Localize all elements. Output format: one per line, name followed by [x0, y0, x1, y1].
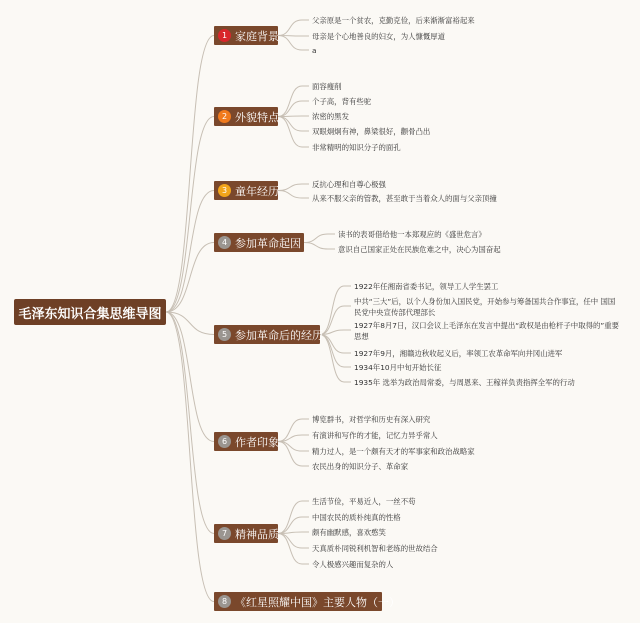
branch-label: 作者印象 — [235, 435, 279, 449]
connector — [278, 184, 309, 191]
number-icon: 5 — [218, 328, 231, 341]
leaf-item: 浓密的黑发 — [312, 111, 349, 121]
connector — [278, 101, 309, 117]
leaf-item: 1922年任湘南省委书记，领导工人学生罢工 — [354, 281, 499, 291]
number-icon: 4 — [218, 236, 231, 249]
leaf-item: 母亲是个心地善良的妇女，为人慷慨厚道 — [312, 31, 446, 41]
leaf-item: 中共“三大”后，以个人身份加入国民党，开始参与筹备国共合作事宜，任中 国国民党中央宣传部代理部长 — [354, 296, 616, 317]
leaf-item: 中国农民的质朴纯真的性格 — [312, 512, 401, 522]
number-icon: 3 — [218, 184, 231, 197]
connector — [320, 335, 351, 368]
branch-label: 《红星照耀中国》主要人物（一） — [235, 595, 400, 609]
branch-5[interactable] — [214, 325, 323, 344]
leaf-item: 意识自己国家正处在民族危难之中，决心为国奋起 — [338, 244, 501, 254]
leaf-item: 面容瘦削 — [312, 81, 342, 91]
leaf-item: 1935年 选举为政治局常委，与周恩来、王稼祥负责指挥全军的行动 — [354, 377, 575, 387]
leaf-item: 令人极感兴趣而复杂的人 — [312, 559, 394, 569]
branch-1[interactable] — [214, 26, 278, 45]
connector — [278, 534, 309, 549]
leaf-item: 非常精明的知识分子的面孔 — [312, 142, 401, 152]
number-icon: 2 — [218, 110, 231, 123]
leaf-item: 从来不服父亲的管教，甚至敢于当着众人的面与父亲顶撞 — [312, 193, 497, 203]
connector — [166, 36, 214, 313]
leaf-item: 1934年10月中旬开始长征 — [354, 362, 442, 372]
root-topic[interactable]: 毛泽东知识合集思维导图 — [14, 299, 166, 325]
leaf-item: 精力过人，是一个颇有天才的军事家和政治战略家 — [312, 446, 475, 456]
leaf-item: 双眼炯炯有神，鼻梁很好，颧骨凸出 — [312, 126, 431, 136]
connector — [304, 234, 335, 243]
number-icon: 7 — [218, 527, 231, 540]
connector — [278, 117, 309, 132]
branch-6[interactable] — [214, 432, 278, 451]
connector — [166, 312, 214, 602]
branch-label: 精神品质 — [235, 527, 279, 541]
connector — [166, 191, 214, 313]
number-icon: 8 — [218, 595, 231, 608]
branch-label: 家庭背景 — [235, 29, 279, 43]
leaf-item: 1927年8月7日，汉口会议上毛泽东在发言中提出“政权是由枪杆子中取得的”重要思想 — [354, 320, 619, 341]
branch-label: 参加革命后的经历 — [235, 328, 323, 342]
branch-4[interactable] — [214, 233, 304, 252]
branch-8[interactable] — [214, 592, 400, 611]
leaf-item: 父亲原是一个贫农，克勤克俭，后来渐渐富裕起来 — [312, 15, 475, 25]
connector — [278, 517, 309, 534]
connector — [166, 117, 214, 313]
connector — [320, 335, 351, 383]
leaf-item: 反抗心理和自尊心极强 — [312, 179, 386, 189]
branch-label: 参加革命起因 — [235, 236, 301, 250]
connector — [278, 534, 309, 565]
connector — [278, 116, 309, 117]
connector — [278, 117, 309, 148]
leaf-item: 生活节俭，平易近人，一丝不苟 — [312, 496, 416, 506]
connector — [278, 191, 309, 199]
connector — [278, 442, 309, 467]
branch-label: 外貌特点 — [235, 110, 279, 124]
connector — [304, 243, 335, 250]
leaf-item: 博览群书，对哲学和历史有深入研究 — [312, 414, 431, 424]
leaf-item: 颇有幽默感，喜欢憨笑 — [312, 527, 386, 537]
number-icon: 6 — [218, 435, 231, 448]
leaf-item: 有演讲和写作的才能，记忆力异乎常人 — [312, 430, 438, 440]
connector — [278, 419, 309, 442]
leaf-item: 个子高，背有些驼 — [312, 96, 372, 106]
leaf-item: a — [312, 45, 317, 55]
branch-2[interactable] — [214, 107, 278, 126]
connector — [166, 312, 214, 534]
leaf-item: 读书的表哥借给他一本郑观应的《盛世危言》 — [338, 229, 486, 239]
connector — [278, 20, 309, 36]
branch-7[interactable] — [214, 524, 278, 543]
connector — [278, 36, 309, 51]
leaf-item: 天真质朴同锐利机智和老练的世故结合 — [312, 543, 438, 553]
connector — [320, 286, 351, 335]
branch-3[interactable] — [214, 181, 278, 200]
number-icon: 1 — [218, 29, 231, 42]
branch-label: 童年经历 — [235, 184, 279, 198]
leaf-item: 1927年9月，湘赣边秋收起义后，率领工农革命军向井冈山进军 — [354, 348, 563, 358]
leaf-item: 农民出身的知识分子、革命家 — [312, 461, 409, 471]
